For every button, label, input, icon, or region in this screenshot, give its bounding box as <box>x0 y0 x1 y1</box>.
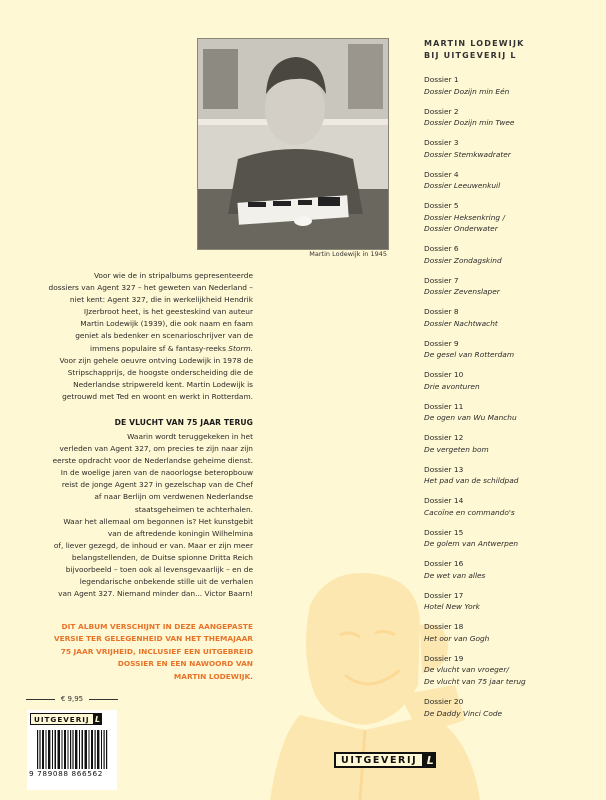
dossier-number: Dossier 2 <box>424 106 459 116</box>
synopsis-heading: DE VLUCHT VAN 75 JAAR TERUG <box>114 418 253 427</box>
dossier-number: Dossier 1 <box>424 75 459 84</box>
dossier-number: Dossier 11 <box>424 401 464 411</box>
list-item <box>424 306 604 329</box>
list-item <box>424 137 604 160</box>
synopsis-line: belangstellenden, de Duitse spionne Dritta Reich <box>71 552 253 562</box>
synopsis-line: Waar het allemaal om begonnen is? Het kunstgebit <box>63 516 253 526</box>
bio-line: Voor zijn gehele oeuvre ontving Lodewijk in 1978 de <box>59 355 253 365</box>
list-item <box>424 275 604 298</box>
dossier-number: Dossier 3 <box>424 138 459 147</box>
list-item <box>424 653 604 688</box>
dossier-number: Dossier 6 <box>424 244 459 254</box>
bibliography-title-line: BIJ UITGEVERIJ L <box>424 51 517 60</box>
dossier-list <box>424 74 604 727</box>
author-photo <box>197 38 389 250</box>
notice-line: VERSIE TER GELEGENHEID VAN HET THEMAJAAR <box>53 634 253 644</box>
dossier-title: De vlucht van vroeger/ <box>424 665 509 675</box>
price-row <box>26 695 118 703</box>
dossier-number: Dossier 15 <box>424 527 464 537</box>
bio-line: Martin Lodewijk (1939), die ook naam en faam <box>80 319 253 329</box>
notice-line: DOSSIER EN EEN NAWOORD VAN <box>117 659 253 669</box>
isbn-number: 9 789088 866562 <box>29 769 117 778</box>
synopsis-line: legendarische onbekende stille uit de verhalen <box>79 577 253 587</box>
dossier-title: Dossier Onderwater <box>424 224 498 234</box>
dossier-number: Dossier 5 <box>424 201 459 210</box>
publisher-logo-word: UITGEVERIJ <box>334 752 424 768</box>
notice-line: DIT ALBUM VERSCHIJNT IN DEZE AANGEPASTE <box>61 622 253 631</box>
list-item <box>424 338 604 361</box>
list-item <box>424 200 604 235</box>
list-item <box>424 169 604 192</box>
synopsis-line: bijvoorbeeld – toen ook al levensgevaarlijk – en de <box>65 565 253 575</box>
dossier-number: Dossier 16 <box>424 559 464 569</box>
publisher-logo-word: UITGEVERIJ <box>30 713 94 725</box>
synopsis-line: staatsgeheimen te achterhalen. <box>134 504 253 514</box>
bio-line: Nederlandse stripwereld kent. Martin Lodewijk is <box>73 379 253 389</box>
dossier-number: Dossier 7 <box>424 275 459 285</box>
bio-line <box>40 343 253 355</box>
dossier-number: Dossier 10 <box>424 370 464 380</box>
price: € 9,95 <box>60 695 84 703</box>
dossier-title: Drie avonturen <box>424 381 480 391</box>
list-item <box>424 369 604 392</box>
notice-line: MARTIN LODEWIJK. <box>173 671 253 681</box>
divider <box>26 699 55 700</box>
list-item <box>424 495 604 518</box>
bio-line: geniet als bedenker en scenarioschrijver van de <box>75 331 253 341</box>
dossier-title: De ogen van Wu Manchu <box>424 413 517 423</box>
bio-line: dossiers van Agent 327 – het geweten van Nederland – <box>48 283 253 293</box>
dossier-title: De wet van alles <box>424 570 486 580</box>
dossier-title: Dossier Heksenkring / <box>424 212 505 222</box>
synopsis-line: In de woelige jaren van de naoorlogse beteropbouw <box>60 468 253 478</box>
dossier-number: Dossier 19 <box>424 653 464 663</box>
storm-title: Storm. <box>228 343 253 353</box>
synopsis-line: reist de jonge Agent 327 in gezelschap van de Chef <box>61 480 253 490</box>
dossier-number: Dossier 14 <box>424 496 464 506</box>
bio-line: niet kent: Agent 327, die in werkelijkheid Hendrik <box>69 295 253 305</box>
author-bio <box>40 270 253 403</box>
bio-line: Voor wie de in stripalbums gepresenteerde <box>93 271 253 280</box>
dossier-title: Dossier Stemkwadrater <box>424 149 511 159</box>
synopsis-line: eerste opdracht voor de Nederlandse geheime dienst. <box>52 456 253 466</box>
list-item <box>424 432 604 455</box>
dossier-number: Dossier 4 <box>424 169 459 179</box>
list-item <box>424 464 604 487</box>
synopsis-line: Waarin wordt teruggekeken in het <box>127 432 253 441</box>
list-item <box>424 590 604 613</box>
synopsis-line: van de aftredende koningin Wilhelmina <box>107 528 253 538</box>
dossier-title: Dossier Zondagskind <box>424 255 502 265</box>
bibliography-title-line: MARTIN LODEWIJK <box>424 39 525 48</box>
dossier-number: Dossier 8 <box>424 307 459 317</box>
bibliography-title <box>424 38 604 62</box>
bio-line: Stripschapprijs, de hoogste onderscheiding die de <box>67 367 253 377</box>
notice-line: 75 JAAR VRIJHEID, INCLUSIEF EEN UITGEBREID <box>60 646 253 656</box>
list-item <box>424 527 604 550</box>
dossier-title: De Daddy Vinci Code <box>424 708 503 718</box>
dossier-title: Het pad van de schildpad <box>424 476 519 486</box>
dossier-number: Dossier 13 <box>424 464 464 474</box>
dossier-title: Dossier Nachtwacht <box>424 318 498 328</box>
barcode-publisher-logo <box>30 713 102 725</box>
publisher-logo <box>334 752 436 768</box>
publisher-logo-mark: L <box>95 714 101 724</box>
dossier-number: Dossier 17 <box>424 590 464 600</box>
dossier-title: Cacoïne en commando's <box>424 507 515 517</box>
dossier-title: Dossier Dozijn min Twee <box>424 118 515 128</box>
list-item <box>424 696 604 719</box>
list-item <box>424 621 604 644</box>
dossier-number: Dossier 9 <box>424 338 459 348</box>
list-item <box>424 401 604 424</box>
dossier-title: De vergeten bom <box>424 444 489 454</box>
bio-line: getrouwd met Ted en woont en werkt in Rotterdam. <box>62 391 253 401</box>
synopsis-line: of, liever gezegd, de inhoud er van. Maar er zijn meer <box>53 540 253 550</box>
photo-caption: Martin Lodewijk in 1945 <box>309 250 387 258</box>
dossier-title: Hotel New York <box>424 602 480 612</box>
dossier-title: De vlucht van 75 jaar terug <box>424 677 526 687</box>
synopsis <box>40 431 253 600</box>
dossier-title: Dossier Leeuwenkuil <box>424 181 501 191</box>
list-item <box>424 74 604 97</box>
dossier-title: De golem van Antwerpen <box>424 539 519 549</box>
synopsis-line: af naar Berlijn om verdwenen Nederlandse <box>94 492 253 502</box>
dossier-title: Dossier Dozijn min Eén <box>424 86 510 96</box>
dossier-title: Het oor van Gogh <box>424 633 490 643</box>
bio-line-text: immens populaire sf & fantasy-reeks <box>90 343 226 353</box>
bio-line: IJzerbroot heet, is het geesteskind van auteur <box>83 307 253 317</box>
dossier-title: De gesel van Rotterdam <box>424 350 515 360</box>
dossier-number: Dossier 20 <box>424 696 464 706</box>
list-item <box>424 243 604 266</box>
dossier-title: Dossier Zevenslaper <box>424 287 500 297</box>
list-item <box>424 106 604 129</box>
publisher-logo-mark: L <box>424 752 436 768</box>
edition-notice <box>40 621 253 683</box>
dossier-number: Dossier 12 <box>424 433 464 443</box>
list-item <box>424 558 604 581</box>
divider <box>89 699 118 700</box>
dossier-number: Dossier 18 <box>424 622 464 632</box>
synopsis-line: van Agent 327. Niemand minder dan... Victor Baarn! <box>58 589 253 599</box>
synopsis-line: verleden van Agent 327, om precies te zijn naar zijn <box>59 444 253 454</box>
